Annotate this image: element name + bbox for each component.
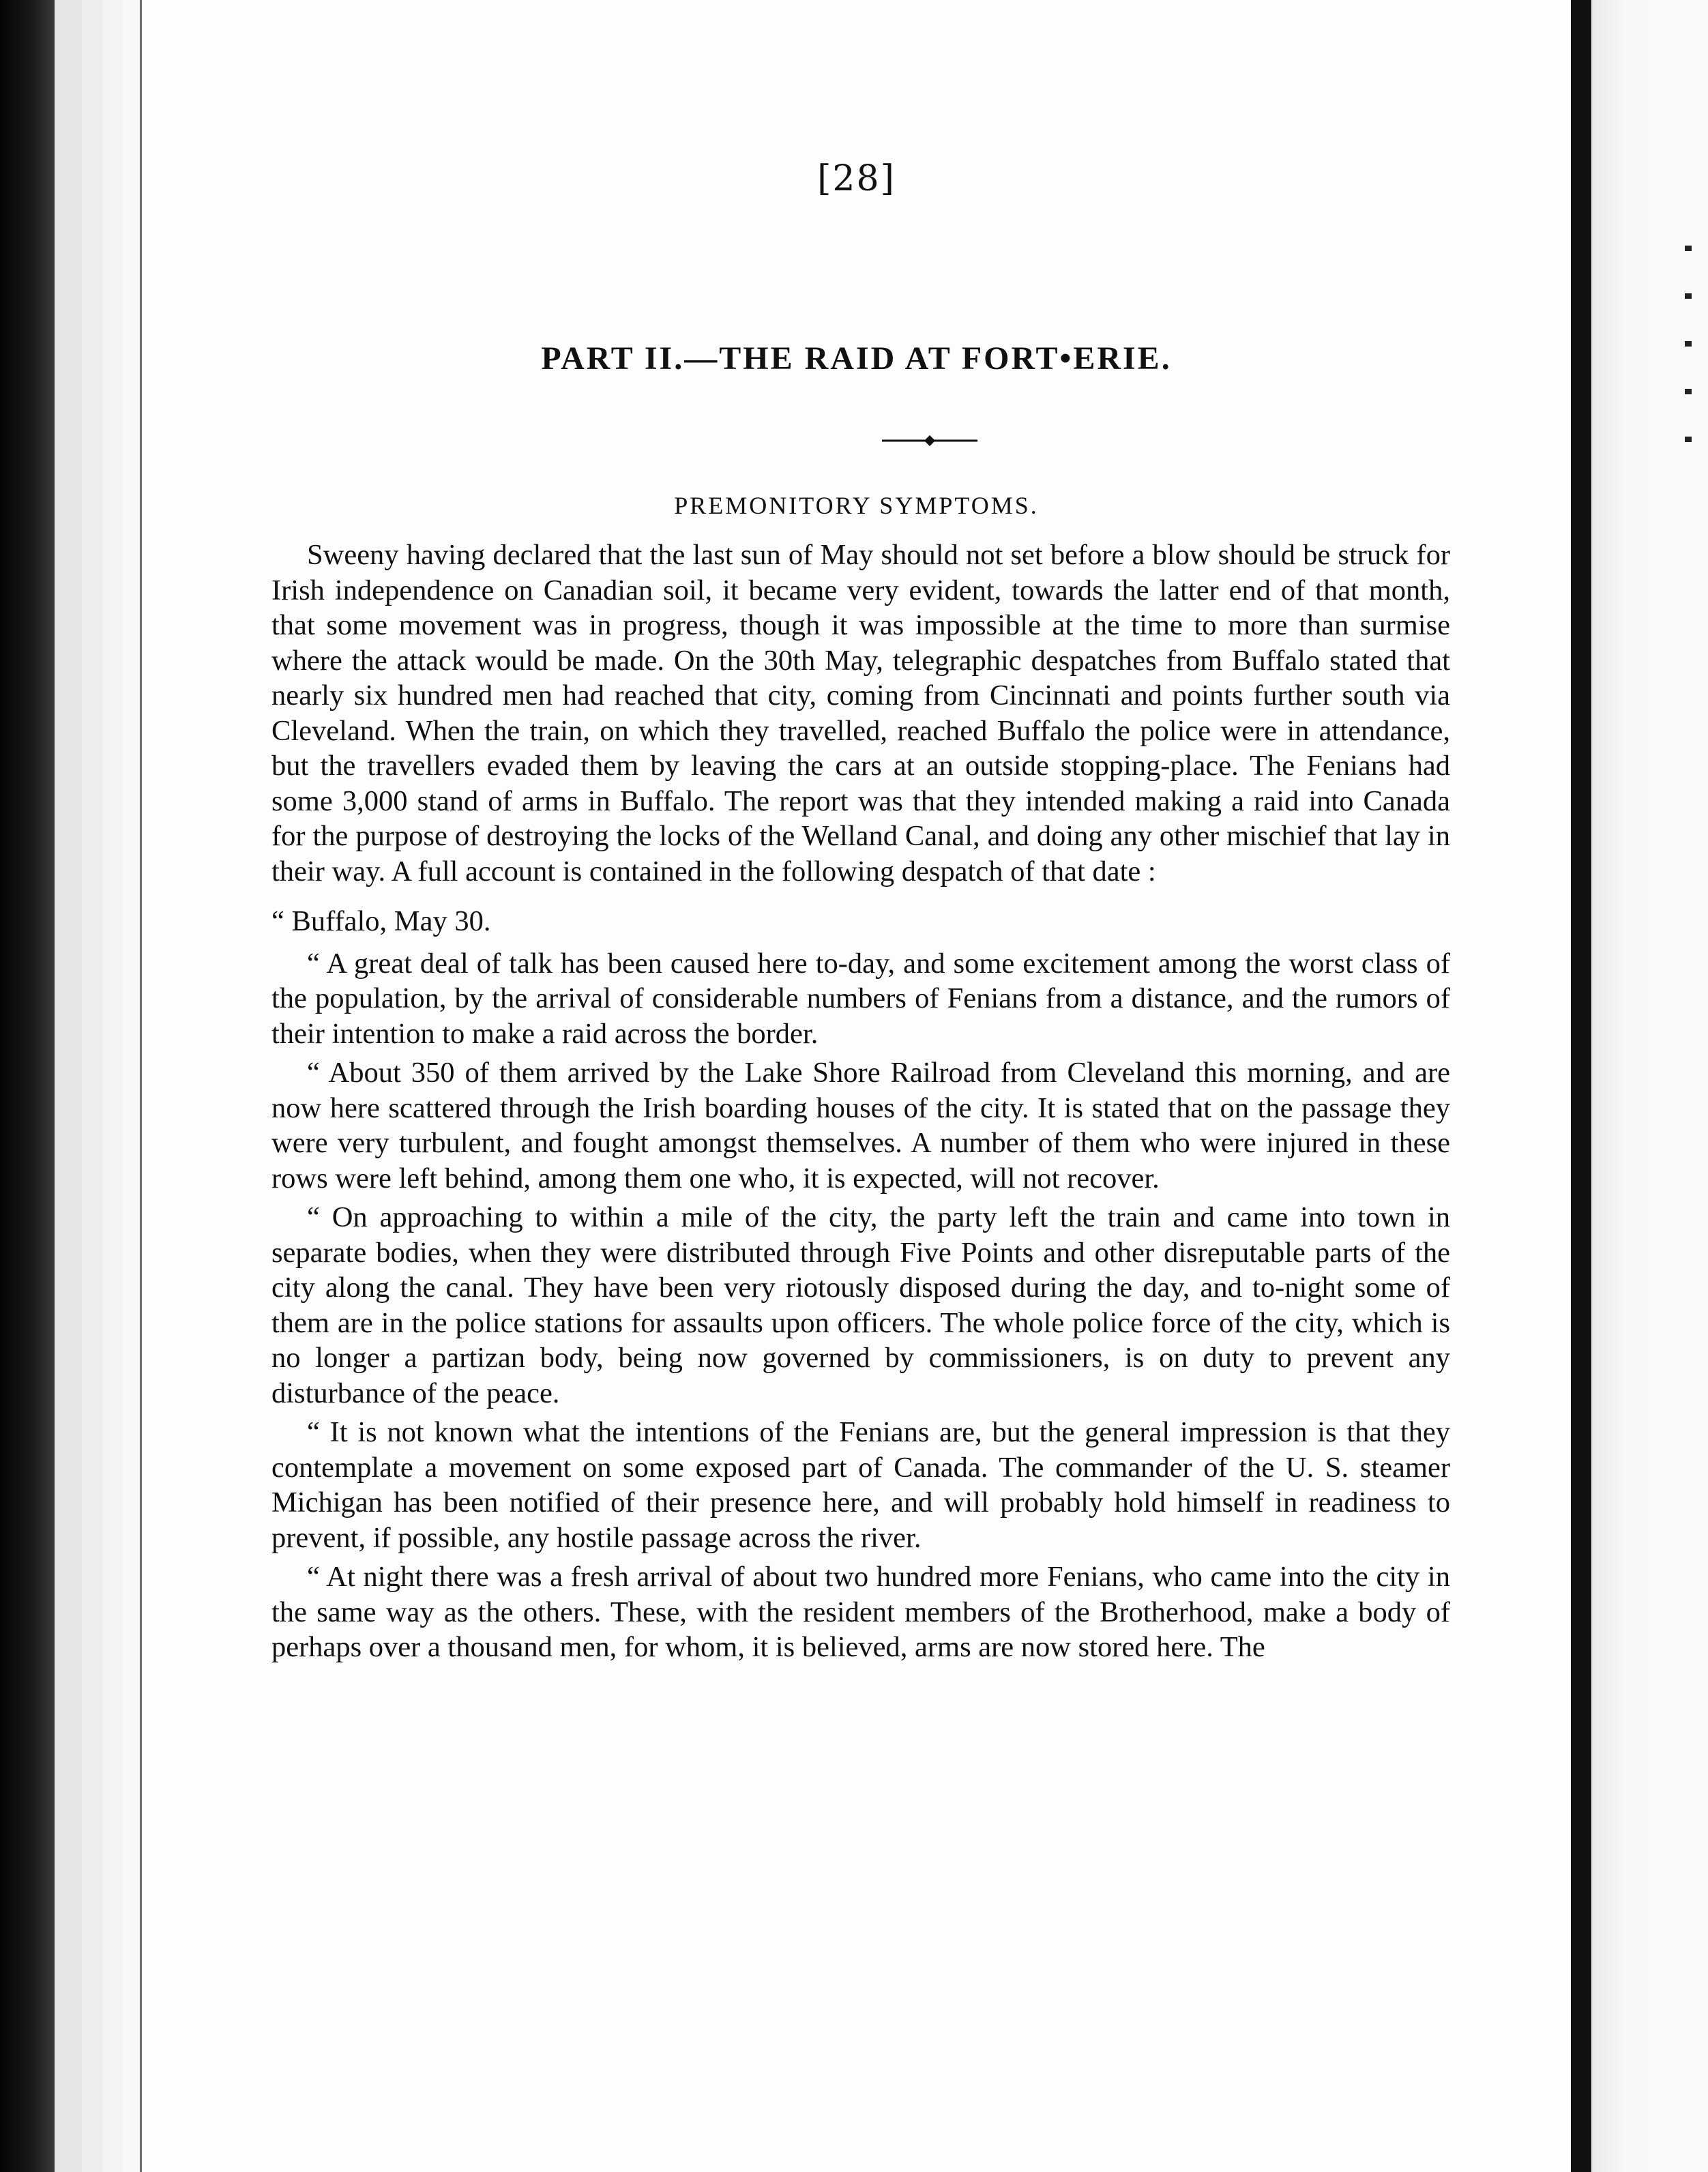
paragraph: “ At night there was a fresh arrival of about two hundred more Fenians, who came into the city in the same way as the others. These, with the resident members of the Brotherhood, make a body of perhaps over a thousand men, for whom, it is believed, arms are now stored here. The <box>271 1561 1450 1663</box>
adjacent-page-text-fragments <box>1685 246 1693 484</box>
page-edge <box>82 0 104 2172</box>
paragraph: “ On approaching to within a mile of the city, the party left the train and came into town in separate bodies, when they were distributed through Five Points and other disreputable parts of the city along the canal. They have been very riotously disposed during the day, and to-night some of them are in the police stations for assaults upon officers. The whole police force of the city, which is no longer a partizan body, being now governed by commissioners, is on duty to prevent any disturbance of the peace. <box>271 1201 1450 1409</box>
paragraph: “ About 350 of them arrived by the Lake Shore Railroad from Cleveland this morning, and are now here scattered through the Irish boarding houses of the city. It is stated that on the passage they were very turbulent, and fought amongst themselves. A number of them who were injured in these rows were left behind, among them one who, it is expected, will not recover. <box>271 1057 1450 1194</box>
paragraph: “ It is not known what the intentions of the Fenians are, but the general impression is that they contemplate a movement on some exposed part of Canada. The commander of the U. S. steamer Michigan has been notified of their presence here, and will probably hold himself in readiness to prevent, if possible, any hostile passage across the river. <box>271 1416 1450 1554</box>
part-title: PART II.—THE RAID AT FORT•ERIE. <box>541 340 1172 377</box>
paragraph: “ A great deal of talk has been caused here to-day, and some excitement among the worst class of the population, by the arrival of considerable numbers of Fenians from a distance, and the rumors of their intention to make a raid across the border. <box>271 947 1450 1050</box>
divider-ornament-icon <box>882 434 977 447</box>
scan-background <box>0 0 55 2172</box>
page-number: [28] <box>817 158 896 199</box>
section-title: PREMONITORY SYMPTOMS. <box>674 492 1039 519</box>
body-text <box>271 538 1450 1669</box>
page-edge <box>55 0 83 2172</box>
dateline: “ Buffalo, May 30. <box>271 905 491 937</box>
page-edge <box>102 0 124 2172</box>
page-edge <box>123 0 142 2172</box>
paragraph: Sweeny having declared that the last sun of May should not set before a blow should be struck for Irish independence on Canadian soil, it became very evident, towards the latter end of that month, that some movement was in progress, though it was impossible at the time to more than surmise where the attack would be made. On the 30th May, telegraphic despatches from Buffalo stated that nearly six hundred men had reached that city, coming from Cincinnati and points further south via Cleveland. When the train, on which they travelled, reached Buffalo the police were in attendance, but the travellers evaded them by leaving the cars at an outside stopping-place. The Fenians had some 3,000 stand of arms in Buffalo. The report was that they intended making a raid into Canada for the purpose of destroying the locks of the Welland Canal, and doing any other mischief that lay in their way. A full account is contained in the following despatch of that date : <box>271 539 1450 887</box>
binding-gutter <box>1571 0 1591 2172</box>
